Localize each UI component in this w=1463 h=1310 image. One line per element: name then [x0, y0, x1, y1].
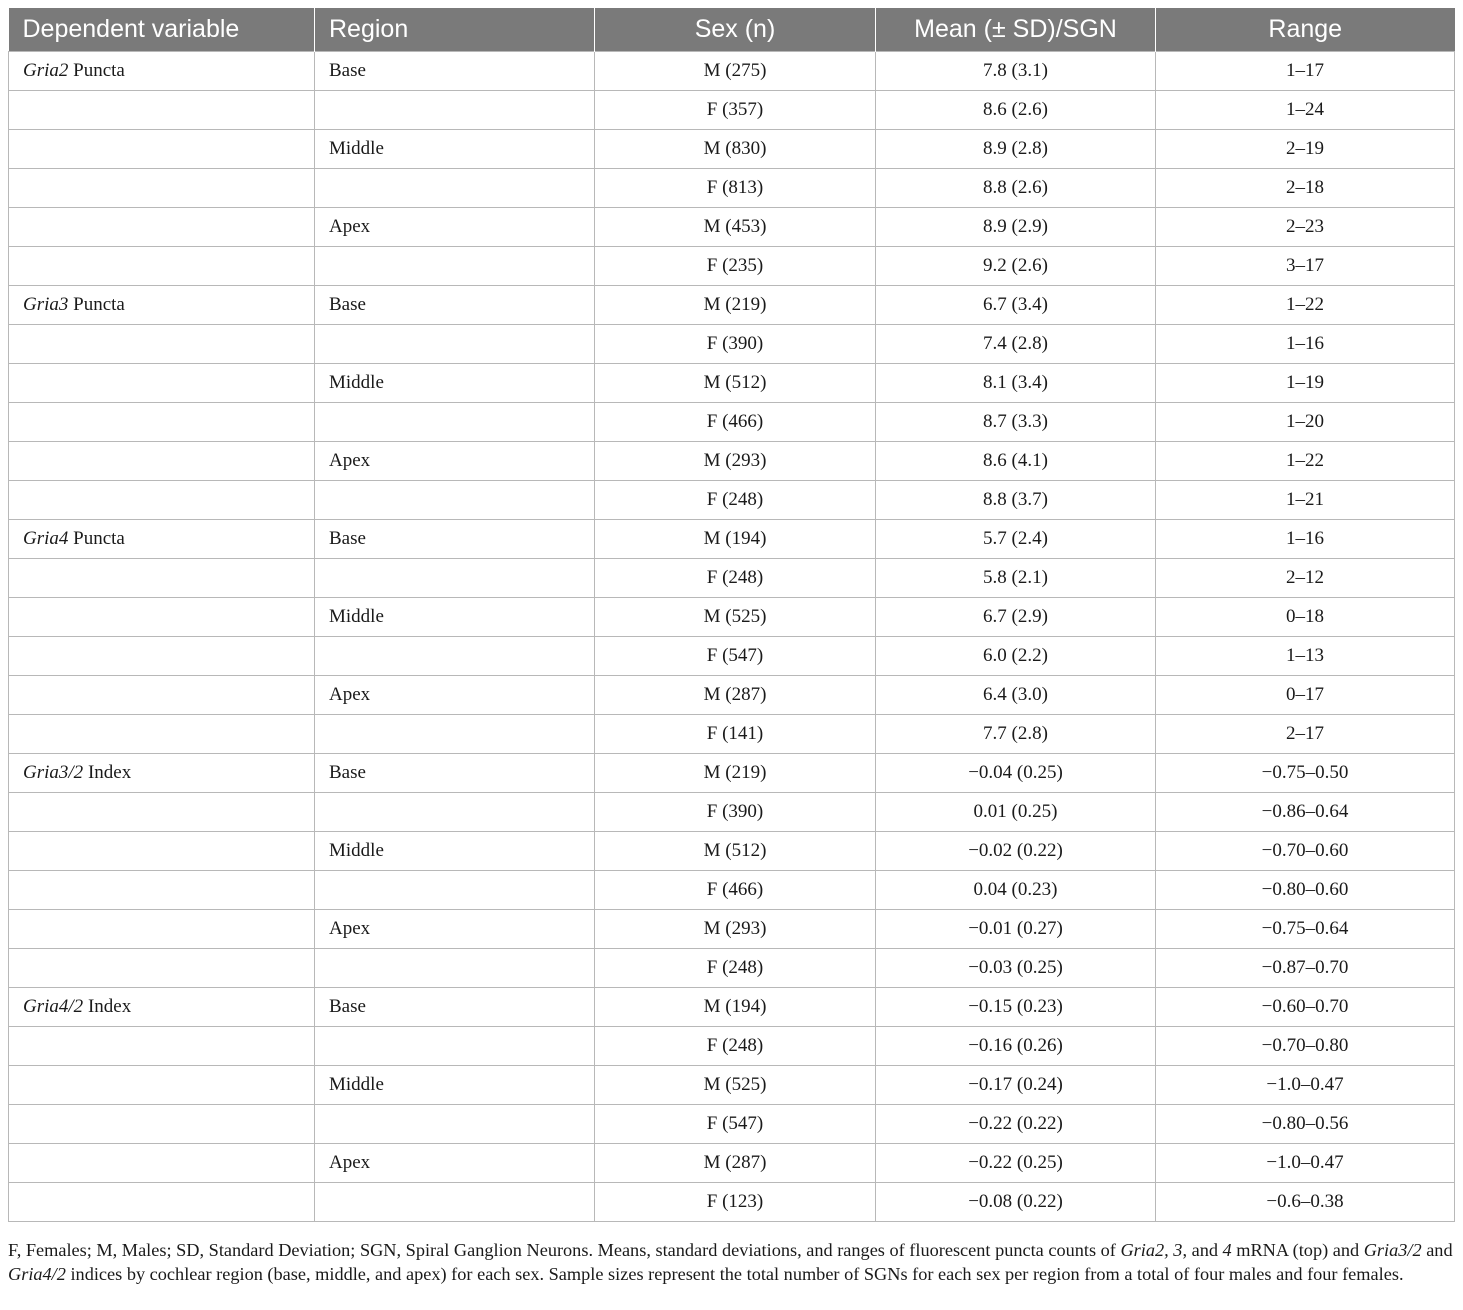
- table-row: [9, 637, 1455, 676]
- cell-sex: F (248): [595, 949, 876, 988]
- cell-range: 1–21: [1156, 481, 1455, 520]
- cell-sex: M (275): [595, 52, 876, 91]
- cell-sex: F (466): [595, 403, 876, 442]
- cell-range: −0.60–0.70: [1156, 988, 1455, 1027]
- table-row: [9, 1027, 1455, 1066]
- cell-region: Middle: [315, 130, 595, 169]
- header-dependent-variable: Dependent variable: [9, 8, 315, 52]
- cell-range: 2–12: [1156, 559, 1455, 598]
- cell-dependent-variable: [9, 130, 315, 169]
- cell-sex: M (293): [595, 442, 876, 481]
- table-row: [9, 1066, 1455, 1105]
- table-row: [9, 754, 1455, 793]
- cell-range: −0.70–0.60: [1156, 832, 1455, 871]
- cell-sex: F (123): [595, 1183, 876, 1222]
- gene-name: Gria3: [23, 294, 69, 315]
- cell-region: [315, 91, 595, 130]
- table-row: [9, 715, 1455, 754]
- footnote-text: , and: [1182, 1240, 1223, 1260]
- cell-dependent-variable: [9, 715, 315, 754]
- table-row: [9, 598, 1455, 637]
- cell-region: Apex: [315, 676, 595, 715]
- table-header-row: [9, 8, 1455, 52]
- cell-sex: F (248): [595, 1027, 876, 1066]
- cell-range: 0–17: [1156, 676, 1455, 715]
- table-row: [9, 52, 1455, 91]
- cell-mean-sd: 6.7 (3.4): [876, 286, 1156, 325]
- table-row: [9, 1105, 1455, 1144]
- cell-mean-sd: 7.4 (2.8): [876, 325, 1156, 364]
- table-body: [9, 52, 1455, 1222]
- cell-sex: F (235): [595, 247, 876, 286]
- table-row: [9, 130, 1455, 169]
- table-row: [9, 325, 1455, 364]
- cell-sex: F (141): [595, 715, 876, 754]
- cell-mean-sd: 8.8 (2.6): [876, 169, 1156, 208]
- measure-label: Index: [83, 996, 132, 1017]
- cell-sex: M (512): [595, 364, 876, 403]
- cell-dependent-variable: [9, 286, 315, 325]
- cell-dependent-variable: [9, 1144, 315, 1183]
- cell-mean-sd: 5.7 (2.4): [876, 520, 1156, 559]
- cell-dependent-variable: [9, 598, 315, 637]
- cell-sex: M (287): [595, 1144, 876, 1183]
- cell-region: [315, 1183, 595, 1222]
- cell-mean-sd: 0.04 (0.23): [876, 871, 1156, 910]
- cell-range: 1–19: [1156, 364, 1455, 403]
- cell-dependent-variable: [9, 793, 315, 832]
- cell-range: 2–17: [1156, 715, 1455, 754]
- cell-range: −1.0–0.47: [1156, 1066, 1455, 1105]
- cell-region: [315, 247, 595, 286]
- cell-region: [315, 637, 595, 676]
- data-table-container: [8, 8, 1454, 1222]
- cell-sex: M (512): [595, 832, 876, 871]
- cell-mean-sd: 8.9 (2.9): [876, 208, 1156, 247]
- cell-region: [315, 1105, 595, 1144]
- cell-region: Apex: [315, 910, 595, 949]
- gene-name: Gria4/2: [23, 996, 84, 1017]
- table-row: [9, 988, 1455, 1027]
- cell-mean-sd: −0.22 (0.22): [876, 1105, 1156, 1144]
- footnote-text: and: [1421, 1240, 1453, 1260]
- cell-dependent-variable: [9, 1105, 315, 1144]
- table-row: [9, 247, 1455, 286]
- cell-range: 1–20: [1156, 403, 1455, 442]
- cell-mean-sd: 8.6 (4.1): [876, 442, 1156, 481]
- cell-range: −1.0–0.47: [1156, 1144, 1455, 1183]
- table-row: [9, 442, 1455, 481]
- table-row: [9, 910, 1455, 949]
- cell-dependent-variable: [9, 403, 315, 442]
- cell-region: [315, 559, 595, 598]
- cell-sex: M (194): [595, 520, 876, 559]
- cell-sex: F (390): [595, 325, 876, 364]
- cell-mean-sd: 8.6 (2.6): [876, 91, 1156, 130]
- measure-label: Puncta: [68, 528, 125, 549]
- table-row: [9, 871, 1455, 910]
- cell-range: 1–16: [1156, 325, 1455, 364]
- cell-sex: F (248): [595, 559, 876, 598]
- cell-mean-sd: 8.7 (3.3): [876, 403, 1156, 442]
- cell-region: [315, 169, 595, 208]
- cell-sex: M (525): [595, 598, 876, 637]
- cell-sex: M (525): [595, 1066, 876, 1105]
- cell-mean-sd: 7.7 (2.8): [876, 715, 1156, 754]
- cell-sex: F (390): [595, 793, 876, 832]
- table-row: [9, 364, 1455, 403]
- cell-mean-sd: 8.1 (3.4): [876, 364, 1156, 403]
- gene-name: Gria3/2: [23, 762, 84, 783]
- cell-sex: M (830): [595, 130, 876, 169]
- header-region: Region: [315, 8, 595, 52]
- cell-dependent-variable: [9, 520, 315, 559]
- cell-region: Apex: [315, 442, 595, 481]
- table-row: [9, 559, 1455, 598]
- cell-dependent-variable: [9, 754, 315, 793]
- cell-range: −0.80–0.56: [1156, 1105, 1455, 1144]
- measure-label: Puncta: [68, 294, 125, 315]
- cell-range: −0.75–0.64: [1156, 910, 1455, 949]
- footnote-text: F, Females; M, Males; SD, Standard Deviation; SGN, Spiral Ganglion Neurons. Means, standard deviations, and ranges of fluorescent puncta counts of: [8, 1240, 1121, 1260]
- table-row: [9, 676, 1455, 715]
- cell-mean-sd: −0.16 (0.26): [876, 1027, 1156, 1066]
- cell-dependent-variable: [9, 1027, 315, 1066]
- cell-region: [315, 1027, 595, 1066]
- cell-region: Base: [315, 52, 595, 91]
- table-row: [9, 208, 1455, 247]
- cell-dependent-variable: [9, 364, 315, 403]
- cell-dependent-variable: [9, 247, 315, 286]
- table-row: [9, 286, 1455, 325]
- cell-region: [315, 403, 595, 442]
- measure-label: Index: [83, 762, 132, 783]
- header-sex: Sex (n): [595, 8, 876, 52]
- cell-dependent-variable: [9, 676, 315, 715]
- cell-mean-sd: 8.8 (3.7): [876, 481, 1156, 520]
- cell-region: Base: [315, 286, 595, 325]
- cell-sex: M (287): [595, 676, 876, 715]
- cell-sex: F (547): [595, 1105, 876, 1144]
- cell-range: 1–13: [1156, 637, 1455, 676]
- cell-dependent-variable: [9, 910, 315, 949]
- table-row: [9, 91, 1455, 130]
- gene-name: Gria2: [23, 60, 69, 81]
- cell-range: 2–19: [1156, 130, 1455, 169]
- cell-mean-sd: −0.02 (0.22): [876, 832, 1156, 871]
- cell-region: Middle: [315, 832, 595, 871]
- cell-range: 0–18: [1156, 598, 1455, 637]
- cell-region: [315, 325, 595, 364]
- footnote-text: mRNA (top) and: [1231, 1240, 1364, 1260]
- data-table: [8, 8, 1455, 1222]
- cell-dependent-variable: [9, 637, 315, 676]
- header-mean-sd: Mean (± SD)/SGN: [876, 8, 1156, 52]
- table-row: [9, 403, 1455, 442]
- cell-dependent-variable: [9, 91, 315, 130]
- cell-sex: M (219): [595, 754, 876, 793]
- cell-sex: F (357): [595, 91, 876, 130]
- cell-region: Apex: [315, 1144, 595, 1183]
- footnote-gene-italic: Gria2, 3: [1120, 1240, 1183, 1260]
- footnote-text: indices by cochlear region (base, middle, and apex) for each sex. Sample sizes represent the total number of SGNs for each sex per region from a total of four males and four females.: [65, 1264, 1404, 1284]
- cell-region: Base: [315, 520, 595, 559]
- cell-mean-sd: 6.7 (2.9): [876, 598, 1156, 637]
- cell-region: Middle: [315, 1066, 595, 1105]
- cell-dependent-variable: [9, 832, 315, 871]
- cell-sex: F (248): [595, 481, 876, 520]
- cell-range: 3–17: [1156, 247, 1455, 286]
- gene-name: Gria4: [23, 528, 69, 549]
- measure-label: Puncta: [68, 60, 125, 81]
- cell-range: 1–17: [1156, 52, 1455, 91]
- footnote-gene-italic: Gria3/2: [1363, 1240, 1422, 1260]
- cell-mean-sd: −0.15 (0.23): [876, 988, 1156, 1027]
- cell-range: −0.80–0.60: [1156, 871, 1455, 910]
- table-row: [9, 169, 1455, 208]
- cell-mean-sd: 7.8 (3.1): [876, 52, 1156, 91]
- cell-dependent-variable: [9, 481, 315, 520]
- cell-sex: M (453): [595, 208, 876, 247]
- cell-dependent-variable: [9, 442, 315, 481]
- cell-range: 1–24: [1156, 91, 1455, 130]
- cell-mean-sd: 6.4 (3.0): [876, 676, 1156, 715]
- cell-region: Apex: [315, 208, 595, 247]
- cell-range: −0.6–0.38: [1156, 1183, 1455, 1222]
- footnote-gene-italic: Gria4/2: [8, 1264, 66, 1284]
- cell-mean-sd: −0.17 (0.24): [876, 1066, 1156, 1105]
- cell-range: 2–23: [1156, 208, 1455, 247]
- cell-region: Middle: [315, 598, 595, 637]
- cell-range: −0.87–0.70: [1156, 949, 1455, 988]
- cell-dependent-variable: [9, 208, 315, 247]
- cell-region: Middle: [315, 364, 595, 403]
- cell-dependent-variable: [9, 949, 315, 988]
- cell-mean-sd: −0.04 (0.25): [876, 754, 1156, 793]
- cell-sex: F (547): [595, 637, 876, 676]
- cell-region: [315, 793, 595, 832]
- cell-range: −0.75–0.50: [1156, 754, 1455, 793]
- cell-mean-sd: −0.08 (0.22): [876, 1183, 1156, 1222]
- table-row: [9, 832, 1455, 871]
- cell-mean-sd: 9.2 (2.6): [876, 247, 1156, 286]
- cell-range: 1–16: [1156, 520, 1455, 559]
- cell-range: −0.70–0.80: [1156, 1027, 1455, 1066]
- cell-dependent-variable: [9, 1066, 315, 1105]
- cell-range: 1–22: [1156, 442, 1455, 481]
- cell-dependent-variable: [9, 559, 315, 598]
- table-row: [9, 481, 1455, 520]
- cell-range: 1–22: [1156, 286, 1455, 325]
- footnote-gene-italic: 4: [1222, 1240, 1232, 1260]
- cell-range: −0.86–0.64: [1156, 793, 1455, 832]
- cell-range: 2–18: [1156, 169, 1455, 208]
- cell-dependent-variable: [9, 871, 315, 910]
- table-row: [9, 1144, 1455, 1183]
- cell-dependent-variable: [9, 325, 315, 364]
- table-row: [9, 1183, 1455, 1222]
- cell-dependent-variable: [9, 52, 315, 91]
- cell-region: [315, 715, 595, 754]
- cell-dependent-variable: [9, 169, 315, 208]
- cell-region: Base: [315, 988, 595, 1027]
- table-row: [9, 949, 1455, 988]
- cell-region: [315, 481, 595, 520]
- cell-region: Base: [315, 754, 595, 793]
- cell-mean-sd: 5.8 (2.1): [876, 559, 1156, 598]
- cell-mean-sd: −0.03 (0.25): [876, 949, 1156, 988]
- table-row: [9, 793, 1455, 832]
- cell-sex: F (466): [595, 871, 876, 910]
- cell-sex: M (293): [595, 910, 876, 949]
- cell-mean-sd: 0.01 (0.25): [876, 793, 1156, 832]
- cell-mean-sd: −0.01 (0.27): [876, 910, 1156, 949]
- cell-mean-sd: −0.22 (0.25): [876, 1144, 1156, 1183]
- cell-sex: M (219): [595, 286, 876, 325]
- cell-mean-sd: 6.0 (2.2): [876, 637, 1156, 676]
- table-row: [9, 520, 1455, 559]
- cell-dependent-variable: [9, 988, 315, 1027]
- cell-sex: M (194): [595, 988, 876, 1027]
- table-footnote: [8, 1238, 1454, 1286]
- cell-region: [315, 949, 595, 988]
- header-range: Range: [1156, 8, 1455, 52]
- cell-dependent-variable: [9, 1183, 315, 1222]
- cell-mean-sd: 8.9 (2.8): [876, 130, 1156, 169]
- cell-region: [315, 871, 595, 910]
- cell-sex: F (813): [595, 169, 876, 208]
